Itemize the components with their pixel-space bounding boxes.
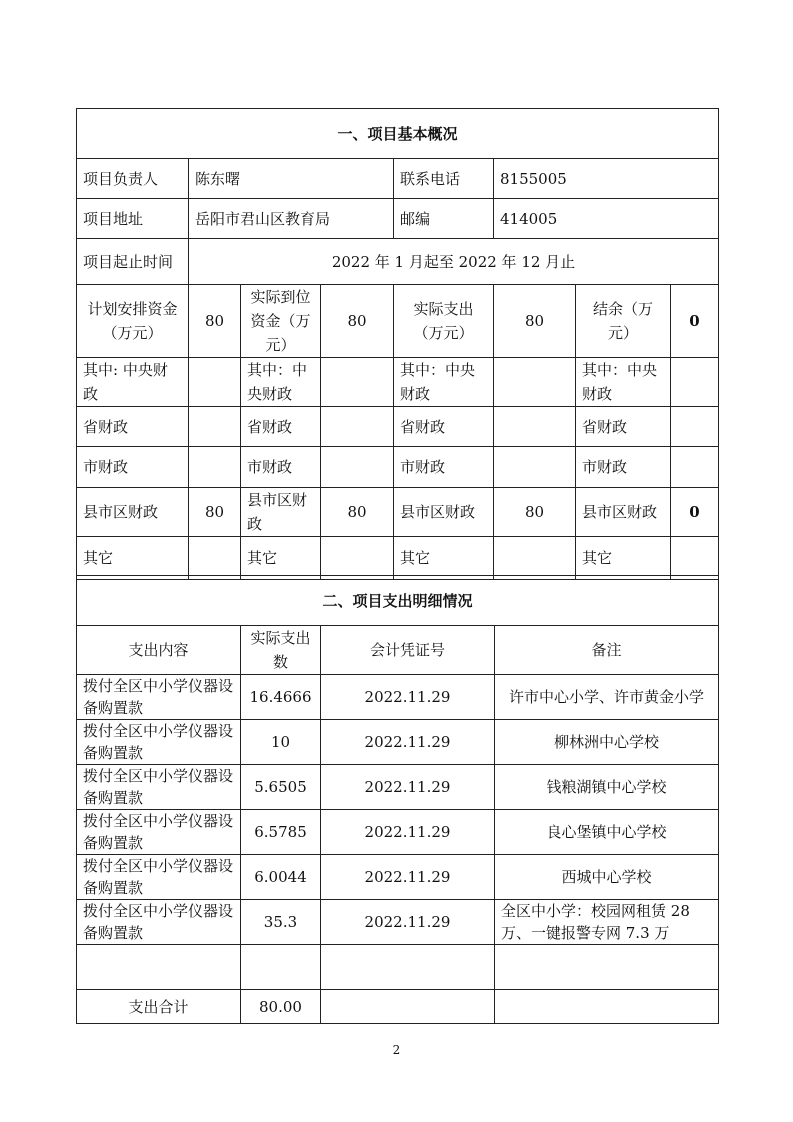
expense-detail-table <box>76 575 719 1024</box>
total-value: 80.00 <box>241 990 321 1024</box>
received-label: 实际到位资金（万元） <box>241 285 321 358</box>
fund-label: 县市区财政 <box>576 488 671 537</box>
header-note: 备注 <box>495 626 719 675</box>
fund-value: 80 <box>321 488 394 537</box>
fund-value <box>321 358 394 407</box>
leader-label: 项目负责人 <box>77 159 189 199</box>
leader-value: 陈东曙 <box>189 159 394 199</box>
expense-amount: 6.0044 <box>241 855 321 900</box>
expense-voucher: 2022.11.29 <box>321 675 495 720</box>
fund-label: 县市区财政 <box>77 488 189 537</box>
expense-amount: 5.6505 <box>241 765 321 810</box>
fund-value <box>321 537 394 580</box>
fund-value <box>189 358 241 407</box>
spent-value: 80 <box>494 285 576 358</box>
expense-row <box>77 720 719 765</box>
fund-value <box>671 407 719 447</box>
expense-content: 拨付全区中小学仪器设备购置款 <box>77 765 241 810</box>
expense-row <box>77 855 719 900</box>
empty-cell <box>241 945 321 990</box>
expense-voucher: 2022.11.29 <box>321 810 495 855</box>
fund-value <box>671 447 719 488</box>
expense-content: 拨付全区中小学仪器设备购置款 <box>77 720 241 765</box>
fund-label: 省财政 <box>576 407 671 447</box>
page-number: 2 <box>392 1043 401 1057</box>
fund-value <box>671 537 719 580</box>
fund-label: 县市区财政 <box>241 488 321 537</box>
received-value: 80 <box>321 285 394 358</box>
fund-label: 其它 <box>394 537 494 580</box>
expense-voucher: 2022.11.29 <box>321 720 495 765</box>
expense-content: 拨付全区中小学仪器设备购置款 <box>77 675 241 720</box>
fund-row <box>77 407 719 447</box>
fund-label: 省财政 <box>241 407 321 447</box>
postcode-label: 邮编 <box>394 199 494 239</box>
period-label: 项目起止时间 <box>77 239 189 285</box>
expense-content: 拨付全区中小学仪器设备购置款 <box>77 855 241 900</box>
expense-note: 全区中小学：校园网租赁 28 万、一键报警专网 7.3 万 <box>495 900 719 945</box>
expense-note: 西城中心学校 <box>495 855 719 900</box>
header-content: 支出内容 <box>77 626 241 675</box>
expense-note: 钱粮湖镇中心学校 <box>495 765 719 810</box>
fund-label: 其中：中央财政 <box>576 358 671 407</box>
basic-info-table <box>76 108 719 580</box>
balance-label: 结余（万元） <box>576 285 671 358</box>
fund-value <box>321 407 394 447</box>
fund-row <box>77 447 719 488</box>
header-voucher: 会计凭证号 <box>321 626 495 675</box>
expense-row <box>77 765 719 810</box>
fund-label: 市财政 <box>241 447 321 488</box>
fund-label: 其它 <box>576 537 671 580</box>
expense-row <box>77 810 719 855</box>
expense-amount: 6.5785 <box>241 810 321 855</box>
fund-label: 省财政 <box>77 407 189 447</box>
fund-label: 县市区财政 <box>394 488 494 537</box>
fund-value <box>189 407 241 447</box>
spent-label: 实际支出（万元） <box>394 285 494 358</box>
expense-amount: 10 <box>241 720 321 765</box>
section1-title: 一、项目基本概况 <box>77 109 719 159</box>
empty-cell <box>495 990 719 1024</box>
expense-content: 拨付全区中小学仪器设备购置款 <box>77 900 241 945</box>
phone-value: 8155005 <box>494 159 719 199</box>
fund-value: 0 <box>671 488 719 537</box>
planned-label: 计划安排资金（万元） <box>77 285 189 358</box>
postcode-value: 414005 <box>494 199 719 239</box>
section2-title: 二、项目支出明细情况 <box>77 576 719 626</box>
empty-cell <box>77 945 241 990</box>
fund-value <box>494 537 576 580</box>
fund-value <box>494 358 576 407</box>
fund-label: 市财政 <box>77 447 189 488</box>
empty-cell <box>495 945 719 990</box>
expense-voucher: 2022.11.29 <box>321 855 495 900</box>
empty-cell <box>321 990 495 1024</box>
fund-label: 其中：中央财政 <box>241 358 321 407</box>
expense-voucher: 2022.11.29 <box>321 900 495 945</box>
fund-value <box>494 447 576 488</box>
period-value: 2022 年 1 月起至 2022 年 12 月止 <box>189 239 719 285</box>
header-amount: 实际支出数 <box>241 626 321 675</box>
fund-label: 省财政 <box>394 407 494 447</box>
fund-value <box>189 537 241 580</box>
fund-value: 80 <box>189 488 241 537</box>
fund-label: 其它 <box>77 537 189 580</box>
fund-value <box>671 358 719 407</box>
expense-row <box>77 675 719 720</box>
fund-label: 其中：中央财政 <box>394 358 494 407</box>
fund-value <box>189 447 241 488</box>
fund-value <box>321 447 394 488</box>
expense-content: 拨付全区中小学仪器设备购置款 <box>77 810 241 855</box>
expense-amount: 16.4666 <box>241 675 321 720</box>
expense-amount: 35.3 <box>241 900 321 945</box>
phone-label: 联系电话 <box>394 159 494 199</box>
total-label: 支出合计 <box>77 990 241 1024</box>
expense-note: 柳林洲中心学校 <box>495 720 719 765</box>
fund-row <box>77 358 719 407</box>
fund-label: 市财政 <box>576 447 671 488</box>
fund-value <box>494 407 576 447</box>
fund-label: 市财政 <box>394 447 494 488</box>
expense-voucher: 2022.11.29 <box>321 765 495 810</box>
balance-value: 0 <box>671 285 719 358</box>
empty-cell <box>321 945 495 990</box>
address-value: 岳阳市君山区教育局 <box>189 199 394 239</box>
fund-value: 80 <box>494 488 576 537</box>
fund-label: 其中: 中央财政 <box>77 358 189 407</box>
expense-row <box>77 900 719 945</box>
expense-note: 许市中心小学、许市黄金小学 <box>495 675 719 720</box>
planned-value: 80 <box>189 285 241 358</box>
expense-note: 良心堡镇中心学校 <box>495 810 719 855</box>
fund-row <box>77 537 719 580</box>
fund-label: 其它 <box>241 537 321 580</box>
fund-row <box>77 488 719 537</box>
address-label: 项目地址 <box>77 199 189 239</box>
